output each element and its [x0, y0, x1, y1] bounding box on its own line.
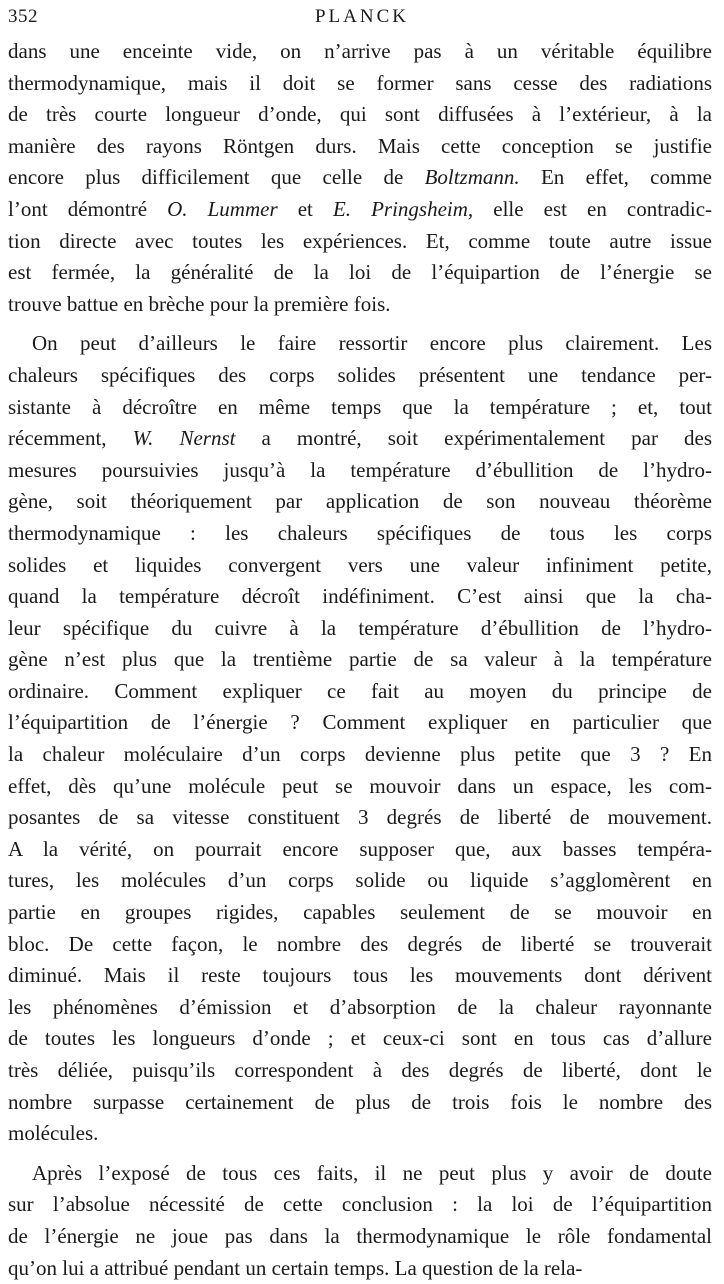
paragraph [8, 328, 712, 1149]
italic-name: E. Pringsheim, [332, 196, 474, 221]
text-run: dans une enceinte vide, on n’arrive pas à un véritable équilibre [8, 39, 712, 63]
text-line [8, 992, 712, 1024]
text-line [8, 960, 712, 992]
text-run: tures, les molécules d’un corps solide ou liquide s’agglomèrent en [8, 868, 712, 893]
text-run: sistante à décroître en même temps que la température ; et, tout [8, 394, 712, 419]
body-text [8, 36, 712, 1284]
running-title: PLANCK [314, 6, 409, 27]
text-line [8, 771, 712, 803]
text-run: En effet, comme [519, 165, 712, 190]
text-run: de très courte longueur d’onde, qui sont diffusées à l’extérieur, à la [8, 102, 712, 127]
text-run: solides et liquides convergent vers une valeur infiniment petite, [8, 552, 712, 577]
text-line [8, 644, 712, 676]
text-run: de l’énergie ne joue pas dans la thermodynamique le rôle fondamental [8, 1223, 712, 1248]
text-run: encore plus difficilement que celle de [8, 165, 425, 190]
text-run: effet, dès qu’une molécule peut se mouvoir dans un espace, les com- [8, 773, 712, 798]
text-run: leur spécifique du cuivre à la température d’ébullition de l’hydro- [8, 615, 712, 640]
text-line [8, 423, 712, 455]
text-line [8, 455, 712, 487]
text-line [8, 1253, 712, 1284]
text-run: gène, soit théoriquement par application de son nouveau théorème [8, 489, 712, 514]
text-run: de toutes les longueurs d’onde ; et ceux-ci sont en tous cas d’allure [8, 1026, 712, 1051]
text-line [8, 834, 712, 866]
text-run: thermodynamique, mais il doit se former sans cesse des radiations [8, 70, 712, 95]
text-line [8, 1221, 712, 1253]
page-number: 352 [8, 6, 38, 27]
text-run: les phénomènes d’émission et d’absorption de la chaleur rayonnante [8, 994, 712, 1019]
text-run: elle est en contradic- [473, 196, 712, 221]
italic-name: O. Lummer [167, 196, 278, 221]
text-run: qu’on lui a attribué pendant un certain temps. La question de la rela- [8, 1255, 583, 1280]
page-header [0, 4, 724, 34]
text-run: ordinaire. Comment expliquer ce fait au moyen du principe de [8, 678, 712, 703]
text-run: diminué. Mais il reste toujours tous les mouvements dont dérivent [8, 963, 712, 988]
text-run: est fermée, la généralité de la loi de l’équipartion de l’énergie se [8, 260, 712, 285]
text-run: nombre surpasse certainement de plus de trois fois le nombre des [8, 1089, 712, 1114]
text-line [8, 226, 712, 258]
text-line [8, 1189, 712, 1221]
text-line [8, 1055, 712, 1087]
text-line [8, 518, 712, 550]
text-line [8, 1023, 712, 1055]
text-run: molécules. [8, 1121, 99, 1146]
text-line [8, 739, 712, 771]
text-line [8, 1087, 712, 1119]
text-run: mesures poursuivies jusqu’à la température d’ébullition de l’hydro- [8, 457, 712, 482]
text-run: bloc. De cette façon, le nombre des degrés de liberté se trouverait [8, 931, 712, 956]
text-line [8, 328, 712, 360]
text-line [8, 194, 712, 226]
text-run: tion directe avec toutes les expériences. Et, comme toute autre issue [8, 228, 712, 253]
text-line [8, 162, 712, 194]
text-line [8, 707, 712, 739]
text-line [8, 550, 712, 582]
text-run: récemment, [8, 426, 133, 451]
text-run: thermodynamique : les chaleurs spécifiques de tous les corps [8, 520, 712, 545]
text-run: Après l’exposé de tous ces faits, il ne peut plus y avoir de doute [32, 1160, 712, 1185]
text-run: la chaleur moléculaire d’un corps devienne plus petite que 3 ? En [8, 742, 712, 767]
text-run: et [277, 196, 333, 221]
text-line [8, 360, 712, 392]
text-line [8, 257, 712, 289]
text-run: A la vérité, on pourrait encore supposer que, aux basses tempéra- [8, 836, 712, 861]
text-run: chaleurs spécifiques des corps solides présentent une tendance per- [8, 362, 712, 387]
text-run: trouve battue en brèche pour la première fois. [8, 291, 391, 316]
text-run: posantes de sa vitesse constituent 3 degrés de liberté de mouvement. [8, 805, 712, 830]
text-line [8, 36, 712, 68]
text-run: quand la température décroît indéfiniment. C’est ainsi que la cha- [8, 584, 712, 609]
text-line [8, 581, 712, 613]
text-line [8, 68, 712, 100]
text-run: gène n’est plus que la trentième partie de sa valeur à la température [8, 647, 712, 672]
text-run: très déliée, puisqu’ils correspondent à des degrés de liberté, dont le [8, 1058, 712, 1082]
paragraph [8, 1158, 712, 1284]
text-run: l’équipartition de l’énergie ? Comment expliquer en particulier que [8, 710, 712, 735]
text-line [8, 897, 712, 929]
text-line [8, 486, 712, 518]
text-run: sur l’absolue nécessité de cette conclusion : la loi de l’équipartition [8, 1192, 712, 1217]
text-run: a montré, soit expérimentalement par des [235, 426, 712, 451]
text-line [8, 613, 712, 645]
text-run: On peut d’ailleurs le faire ressortir encore plus clairement. Les [32, 331, 712, 356]
text-line [8, 1118, 712, 1150]
text-line [8, 392, 712, 424]
italic-name: Boltzmann. [424, 165, 520, 190]
text-line [8, 865, 712, 897]
text-line [8, 99, 712, 131]
text-line [8, 289, 712, 321]
text-run: manière des rayons Röntgen durs. Mais cette conception se justifie [8, 133, 712, 158]
text-run: l’ont démontré [8, 196, 168, 221]
text-run: partie en groupes rigides, capables seulement de se mouvoir en [8, 900, 712, 925]
paragraph [8, 36, 712, 320]
text-line [8, 802, 712, 834]
text-line [8, 1158, 712, 1190]
text-line [8, 131, 712, 163]
italic-name: W. Nernst [132, 426, 236, 451]
text-line [8, 929, 712, 961]
text-line [8, 676, 712, 708]
